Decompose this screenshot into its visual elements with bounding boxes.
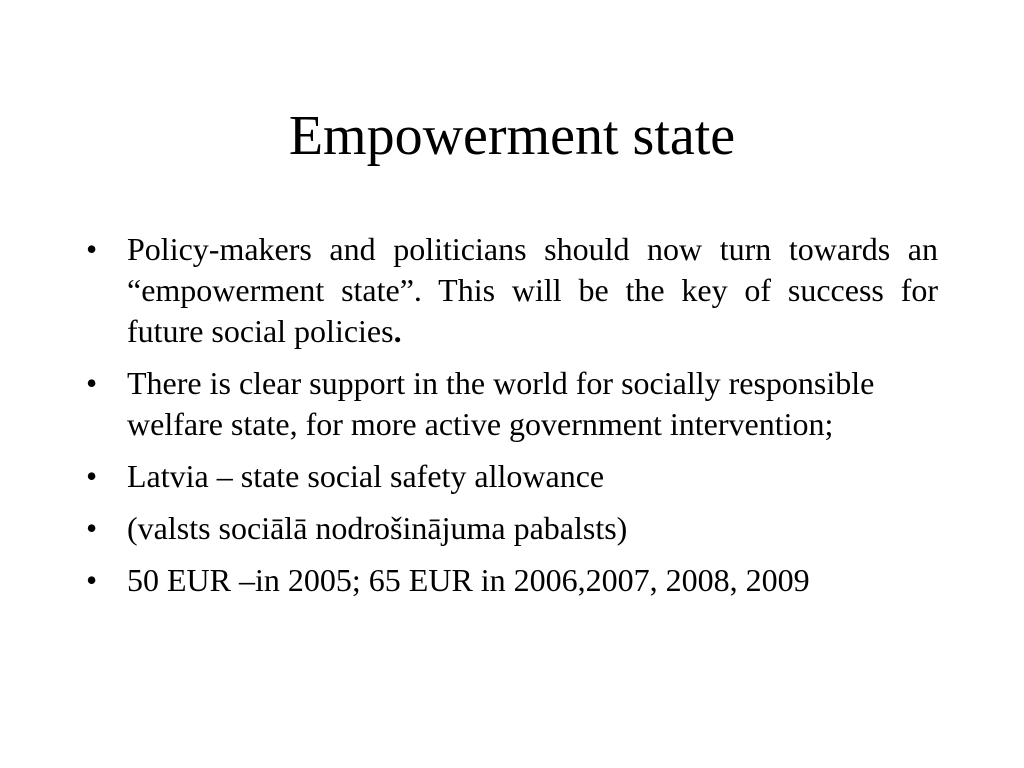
bullet-text: There is clear support in the world for socially responsible welfare state, for more active government intervention; [127,365,875,442]
slide-title: Empowerment state [288,105,736,167]
bullet-icon: • [86,562,98,598]
bullet-list [82,229,938,612]
bullet-icon: • [86,365,98,401]
bullet-item-policy-makers [82,229,938,352]
bullet-item-eur-amounts [82,560,938,601]
bullet-text: Latvia – state social safety allowance [127,458,605,494]
bullet-emphasis: . [393,313,402,349]
bullet-icon: • [86,231,98,267]
bullet-icon: • [86,458,98,494]
bullet-icon: • [86,510,98,546]
bullet-text: (valsts sociālā nodrošinājuma pabalsts) [127,510,628,546]
bullet-text: 50 EUR –in 2005; 65 EUR in 2006,2007, 2008, 2009 [127,562,810,598]
bullet-item-clear-support [82,363,938,445]
bullet-item-latvian-term [82,508,938,549]
bullet-text: Policy-makers and politicians should now turn towards an “empowerment state”. This will be the key of success for future social policies [127,231,938,349]
bullet-item-latvia [82,456,938,497]
